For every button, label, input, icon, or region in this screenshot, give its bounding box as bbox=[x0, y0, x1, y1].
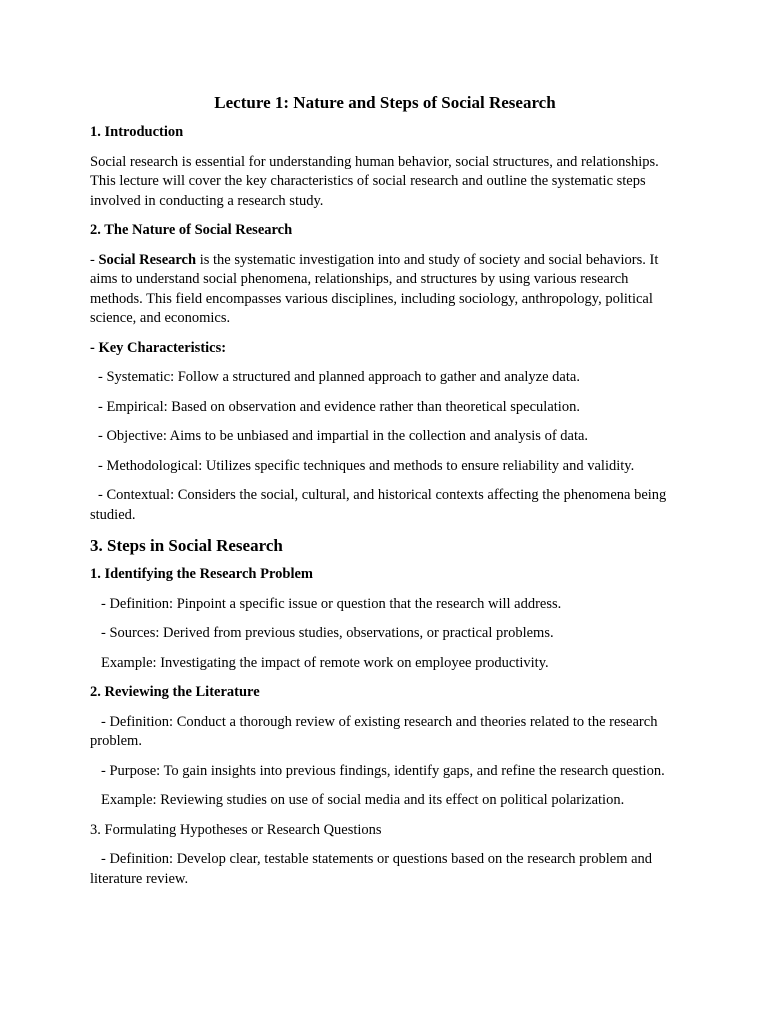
characteristic-item: - Objective: Aims to be unbiased and impartial in the collection and analysis of data. bbox=[98, 428, 589, 444]
nature-paragraph bbox=[90, 251, 680, 329]
characteristic-item: - Contextual: Considers the social, cultural, and historical contexts affecting the phenomena being studied. bbox=[90, 487, 667, 523]
nature-lead-term: Social Research bbox=[98, 251, 197, 268]
nature-lead-prefix: - bbox=[90, 251, 99, 268]
nature-lead-text: is the systematic investigation into and study of society and social behaviors. It aims to understand social phenomena, relationships, and structures by using various research methods. This field encompasses various disciplines, including sociology, anthropology, political science, and economics. bbox=[90, 251, 659, 326]
step-heading-research-problem: 1. Identifying the Research Problem bbox=[90, 566, 313, 582]
characteristic-item: - Empirical: Based on observation and evidence rather than theoretical speculation. bbox=[98, 398, 580, 415]
document-title: Lecture 1: Nature and Steps of Social Research bbox=[214, 93, 556, 112]
section-heading-steps: 3. Steps in Social Research bbox=[90, 536, 283, 555]
step2-example: Example: Reviewing studies on use of social media and its effect on political polarization. bbox=[101, 792, 625, 808]
introduction-paragraph: Social research is essential for understanding human behavior, social structures, and relationships. This lecture will cover the key characteristics of social research and outline the systematic steps involved in conducting a research study. bbox=[90, 153, 659, 209]
step1-example: Example: Investigating the impact of remote work on employee productivity. bbox=[101, 654, 549, 671]
key-characteristics-heading: - Key Characteristics: bbox=[90, 339, 227, 356]
step2-purpose: - Purpose: To gain insights into previous findings, identify gaps, and refine the research question. bbox=[101, 762, 665, 779]
step1-sources: - Sources: Derived from previous studies, observations, or practical problems. bbox=[101, 625, 554, 641]
characteristic-item: - Methodological: Utilizes specific techniques and methods to ensure reliability and validity. bbox=[98, 457, 635, 474]
characteristic-item: - Systematic: Follow a structured and planned approach to gather and analyze data. bbox=[98, 369, 580, 385]
document-page bbox=[90, 92, 680, 899]
step-heading-literature-review: 2. Reviewing the Literature bbox=[90, 684, 260, 700]
step1-definition: - Definition: Pinpoint a specific issue or question that the research will address. bbox=[101, 595, 562, 612]
step2-definition: - Definition: Conduct a thorough review of existing research and theories related to the research problem. bbox=[90, 713, 658, 749]
section-heading-introduction: 1. Introduction bbox=[90, 124, 184, 140]
section-heading-nature: 2. The Nature of Social Research bbox=[90, 222, 293, 238]
step-heading-hypotheses: 3. Formulating Hypotheses or Research Questions bbox=[90, 821, 382, 838]
step3-definition: - Definition: Develop clear, testable statements or questions based on the research problem and literature review. bbox=[90, 851, 653, 887]
